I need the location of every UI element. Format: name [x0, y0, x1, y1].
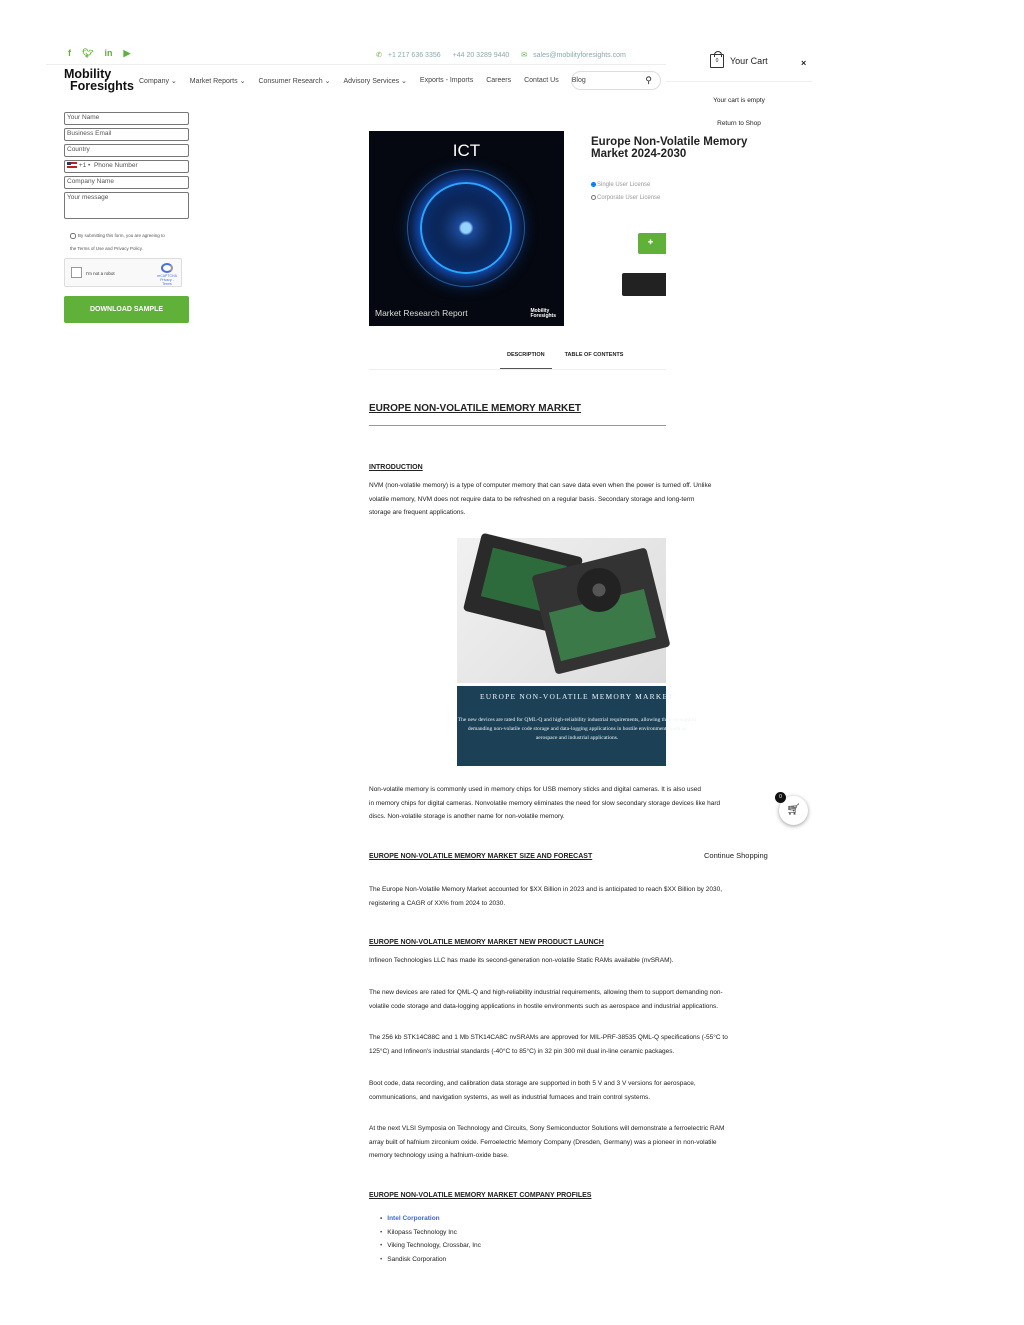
logo-line-2: Foresights	[70, 79, 134, 93]
product-image-logo	[530, 309, 556, 319]
nav-consumer-research[interactable]: Consumer Research ⌄	[258, 78, 331, 85]
banner-title: EUROPE NON-VOLATILE MEMORY MARKET	[479, 692, 675, 701]
intro-paragraph	[369, 479, 712, 520]
company-profiles-list	[380, 1212, 481, 1266]
phone-field[interactable]	[64, 160, 189, 173]
size-forecast-heading: EUROPE NON-VOLATILE MEMORY MARKET SIZE AND FORECAST	[369, 853, 593, 860]
launch-p5-line-1: At the next VLSI Symposia on Technology and Circuits, Sony Semiconductor Solutions will demonstrate a ferroelectric RAM	[369, 1125, 725, 1132]
nav-advisory-services[interactable]: Advisory Services ⌄	[343, 78, 407, 85]
shopping-bag-icon	[710, 54, 724, 68]
launch-p3-line-1: The 256 kb STK14C88C and 1 Mb STK14CA8C nvSRAMs are approved for MIL-PRF-38535 QML-Q specifications (-55°C to	[369, 1034, 728, 1041]
launch-paragraph-5	[369, 1122, 774, 1163]
nav-careers[interactable]: Careers	[486, 77, 512, 84]
top-bar	[46, 48, 666, 62]
youtube-icon[interactable]: ▶	[123, 48, 131, 58]
terms-agreement	[70, 229, 190, 255]
launch-paragraph-3	[369, 1031, 774, 1058]
banner-text: The new devices are rated for QML-Q and high-reliability industrial requirements, allowing them to support demanding non-volatile code storage and data-logging applications in hostile environments such as aerospace and industrial applications.	[457, 717, 697, 741]
list-item: • Sandisk Corporation	[380, 1253, 481, 1267]
license-corporate-radio[interactable]	[591, 195, 596, 200]
site-logo[interactable]	[64, 68, 134, 92]
nav-contact-us[interactable]: Contact Us	[524, 77, 559, 84]
market-banner	[457, 686, 697, 766]
license-corporate-label: Corporate User License	[597, 195, 661, 202]
recaptcha-icon	[161, 263, 173, 273]
company-field[interactable]: Company Name	[64, 176, 189, 189]
size-line-2: registering a CAGR of XX% from 2024 to 2030.	[369, 899, 506, 907]
tab-description[interactable]: DESCRIPTION	[500, 352, 552, 369]
facebook-icon[interactable]: f	[68, 48, 71, 58]
hard-drive-photo	[457, 538, 666, 683]
launch-p5-line-3: memory technology using a hafnium-oxide base.	[369, 1152, 509, 1159]
request-button-label: Request	[648, 261, 672, 267]
intro-line-1: NVM (non-volatile memory) is a type of computer memory that can save data even when the power is turned off. Unlike	[369, 482, 712, 489]
list-item: • Viking Technology, Crossbar, Inc	[380, 1239, 481, 1253]
license-corporate[interactable]	[591, 195, 666, 201]
return-to-shop-link[interactable]: Return to Shop	[717, 120, 761, 127]
launch-p2-line-2: volatile code storage and data-logging applications in hostile environments such as aerospace and industrial applications.	[369, 1002, 719, 1010]
product-launch-heading: EUROPE NON-VOLATILE MEMORY MARKET NEW PRODUCT LAUNCH	[369, 939, 604, 946]
twitter-icon[interactable]: 🐦︎	[82, 48, 94, 58]
usage-line-3: discs. Non-volatile storage is another name for non-volatile memory.	[369, 813, 565, 820]
main-nav	[139, 77, 586, 85]
cart-title: Your Cart	[730, 56, 768, 66]
launch-p4-line-1: Boot code, data recording, and calibration data storage are supported in both 5 V and 3 V versions for aerospace,	[369, 1080, 696, 1087]
nav-company[interactable]: Company ⌄	[139, 78, 177, 85]
country-field[interactable]: Country	[64, 144, 189, 157]
phone-placeholder: Phone Number	[93, 162, 138, 169]
product-image	[369, 131, 564, 326]
download-sample-button[interactable]: DOWNLOAD SAMPLE	[64, 296, 189, 323]
search-icon[interactable]: ⚲	[645, 75, 652, 85]
intro-line-2: volatile memory, NVM does not require data to be refreshed on a regular basis. Secondary storage and long-term	[369, 495, 695, 503]
linkedin-icon[interactable]: in	[104, 48, 113, 58]
nav-market-reports[interactable]: Market Reports ⌄	[189, 78, 246, 85]
phone-us[interactable]: +1 217 636 3356	[387, 52, 441, 59]
product-title-line-2: Market 2024-2030	[591, 148, 687, 160]
product-title-line-1: Europe Non-Volatile Memory	[591, 136, 748, 148]
tab-table-of-contents[interactable]: TABLE OF CONTENTS	[564, 352, 624, 358]
launch-paragraph-1: Infineon Technologies LLC has made its second-generation non-volatile Static RAMs available (nvSRAM).	[369, 957, 674, 964]
launch-p4-line-2: communications, and navigation systems, as well as industrial furnaces and train control systems.	[369, 1093, 651, 1101]
cart-divider	[666, 81, 812, 82]
captcha-label: I'm not a robot	[86, 271, 115, 276]
article-main-heading: EUROPE NON-VOLATILE MEMORY MARKET	[369, 403, 582, 414]
product-title	[591, 136, 748, 162]
terms-checkbox[interactable]	[70, 233, 76, 239]
terms-text-2[interactable]: the Terms of Use and Privacy Policy.	[70, 246, 143, 251]
intro-line-3: storage are frequent applications.	[369, 509, 466, 516]
product-category: ICT	[452, 141, 481, 160]
phone-country-code[interactable]: +1 •	[78, 162, 91, 169]
search-input[interactable]	[571, 71, 661, 90]
logo-line-1: Mobility	[64, 67, 112, 81]
launch-paragraph-4	[369, 1077, 774, 1104]
nav-blog[interactable]: Blog	[571, 77, 586, 84]
launch-p3-line-2: 125°C) and Infineon's industrial standards (-40°C to 85°C) in 32 pin 300 mil dual in-line ceramic packages.	[369, 1047, 675, 1055]
list-item: • Kilopass Technology Inc	[380, 1226, 481, 1240]
close-icon[interactable]: ×	[801, 58, 807, 68]
request-button[interactable]: ✚ Request	[638, 233, 666, 254]
tabs-divider	[369, 369, 666, 370]
recaptcha-widget	[64, 258, 182, 287]
drive-fan	[577, 568, 621, 612]
terms-text-1: By submitting this form, you are agreeing to	[78, 233, 165, 238]
license-single-radio[interactable]	[591, 182, 596, 187]
recaptcha-brand: reCAPTCHA	[157, 274, 177, 278]
cart-count: 0	[715, 58, 719, 64]
email-link[interactable]: sales@mobilityforesights.com	[533, 52, 626, 59]
heading-rule	[369, 425, 666, 426]
nav-exports-imports[interactable]: Exports - Imports	[419, 77, 474, 84]
name-field[interactable]: Your Name	[64, 112, 189, 125]
buy-button[interactable]	[622, 273, 666, 296]
email-field[interactable]: Business Email	[64, 128, 189, 141]
product-image-caption: Market Research Report	[375, 308, 468, 318]
social-links	[68, 48, 130, 59]
license-single[interactable]	[591, 182, 666, 188]
list-item[interactable]: • Intel Corporation	[380, 1212, 481, 1226]
usage-line-1: Non-volatile memory is commonly used in memory chips for USB memory sticks and digital cameras. It is also used	[369, 786, 701, 793]
captcha-checkbox[interactable]	[71, 267, 82, 278]
nvm-usage-paragraph	[369, 783, 721, 824]
product-tabs	[500, 352, 623, 369]
size-line-1: The Europe Non-Volatile Memory Market accounted for $XX Billion in 2023 and is anticipated to reach $XX Billion by 2030,	[369, 886, 723, 893]
basket-count-badge: 0	[775, 792, 786, 803]
chip-orb-graphic	[420, 182, 512, 274]
cart-header	[710, 54, 768, 68]
company-profiles-heading: EUROPE NON-VOLATILE MEMORY MARKET COMPANY PROFILES	[369, 1192, 592, 1199]
phone-icon: ✆	[376, 52, 382, 59]
launch-p2-line-1: The new devices are rated for QML-Q and high-reliability industrial requirements, allowing them to support demanding non-	[369, 989, 723, 996]
intro-heading: INTRODUCTION	[369, 464, 423, 471]
us-flag-icon[interactable]	[67, 162, 77, 168]
continue-shopping-link[interactable]: Continue Shopping	[704, 851, 768, 860]
phone-uk[interactable]: +44 20 3289 9440	[452, 51, 510, 59]
launch-paragraph-2	[369, 986, 774, 1013]
contact-info	[376, 51, 626, 59]
size-forecast-paragraph	[369, 883, 774, 910]
recaptcha-logo	[157, 263, 177, 286]
cart-empty-message: Your cart is empty	[713, 97, 765, 104]
basket-icon[interactable]: 🛒︎	[779, 796, 808, 825]
license-single-label: Single User License	[597, 182, 651, 189]
mail-icon: ✉	[521, 52, 528, 59]
usage-line-2: in memory chips for digital cameras. Nonvolatile memory eliminates the need for slow secondary storage devices like hard	[369, 799, 721, 807]
image-logo-line-2: Foresights	[530, 313, 556, 319]
header-divider	[46, 64, 666, 65]
image-logo-line-1: Mobility	[530, 308, 550, 314]
message-field[interactable]: Your message	[64, 192, 189, 219]
launch-p5-line-2: array built of hafnium zirconium oxide. Ferroelectric Memory Company (Dresden, Germany) was a pioneer in non-volatile	[369, 1138, 717, 1146]
recaptcha-links[interactable]: Privacy - Terms	[160, 278, 174, 286]
